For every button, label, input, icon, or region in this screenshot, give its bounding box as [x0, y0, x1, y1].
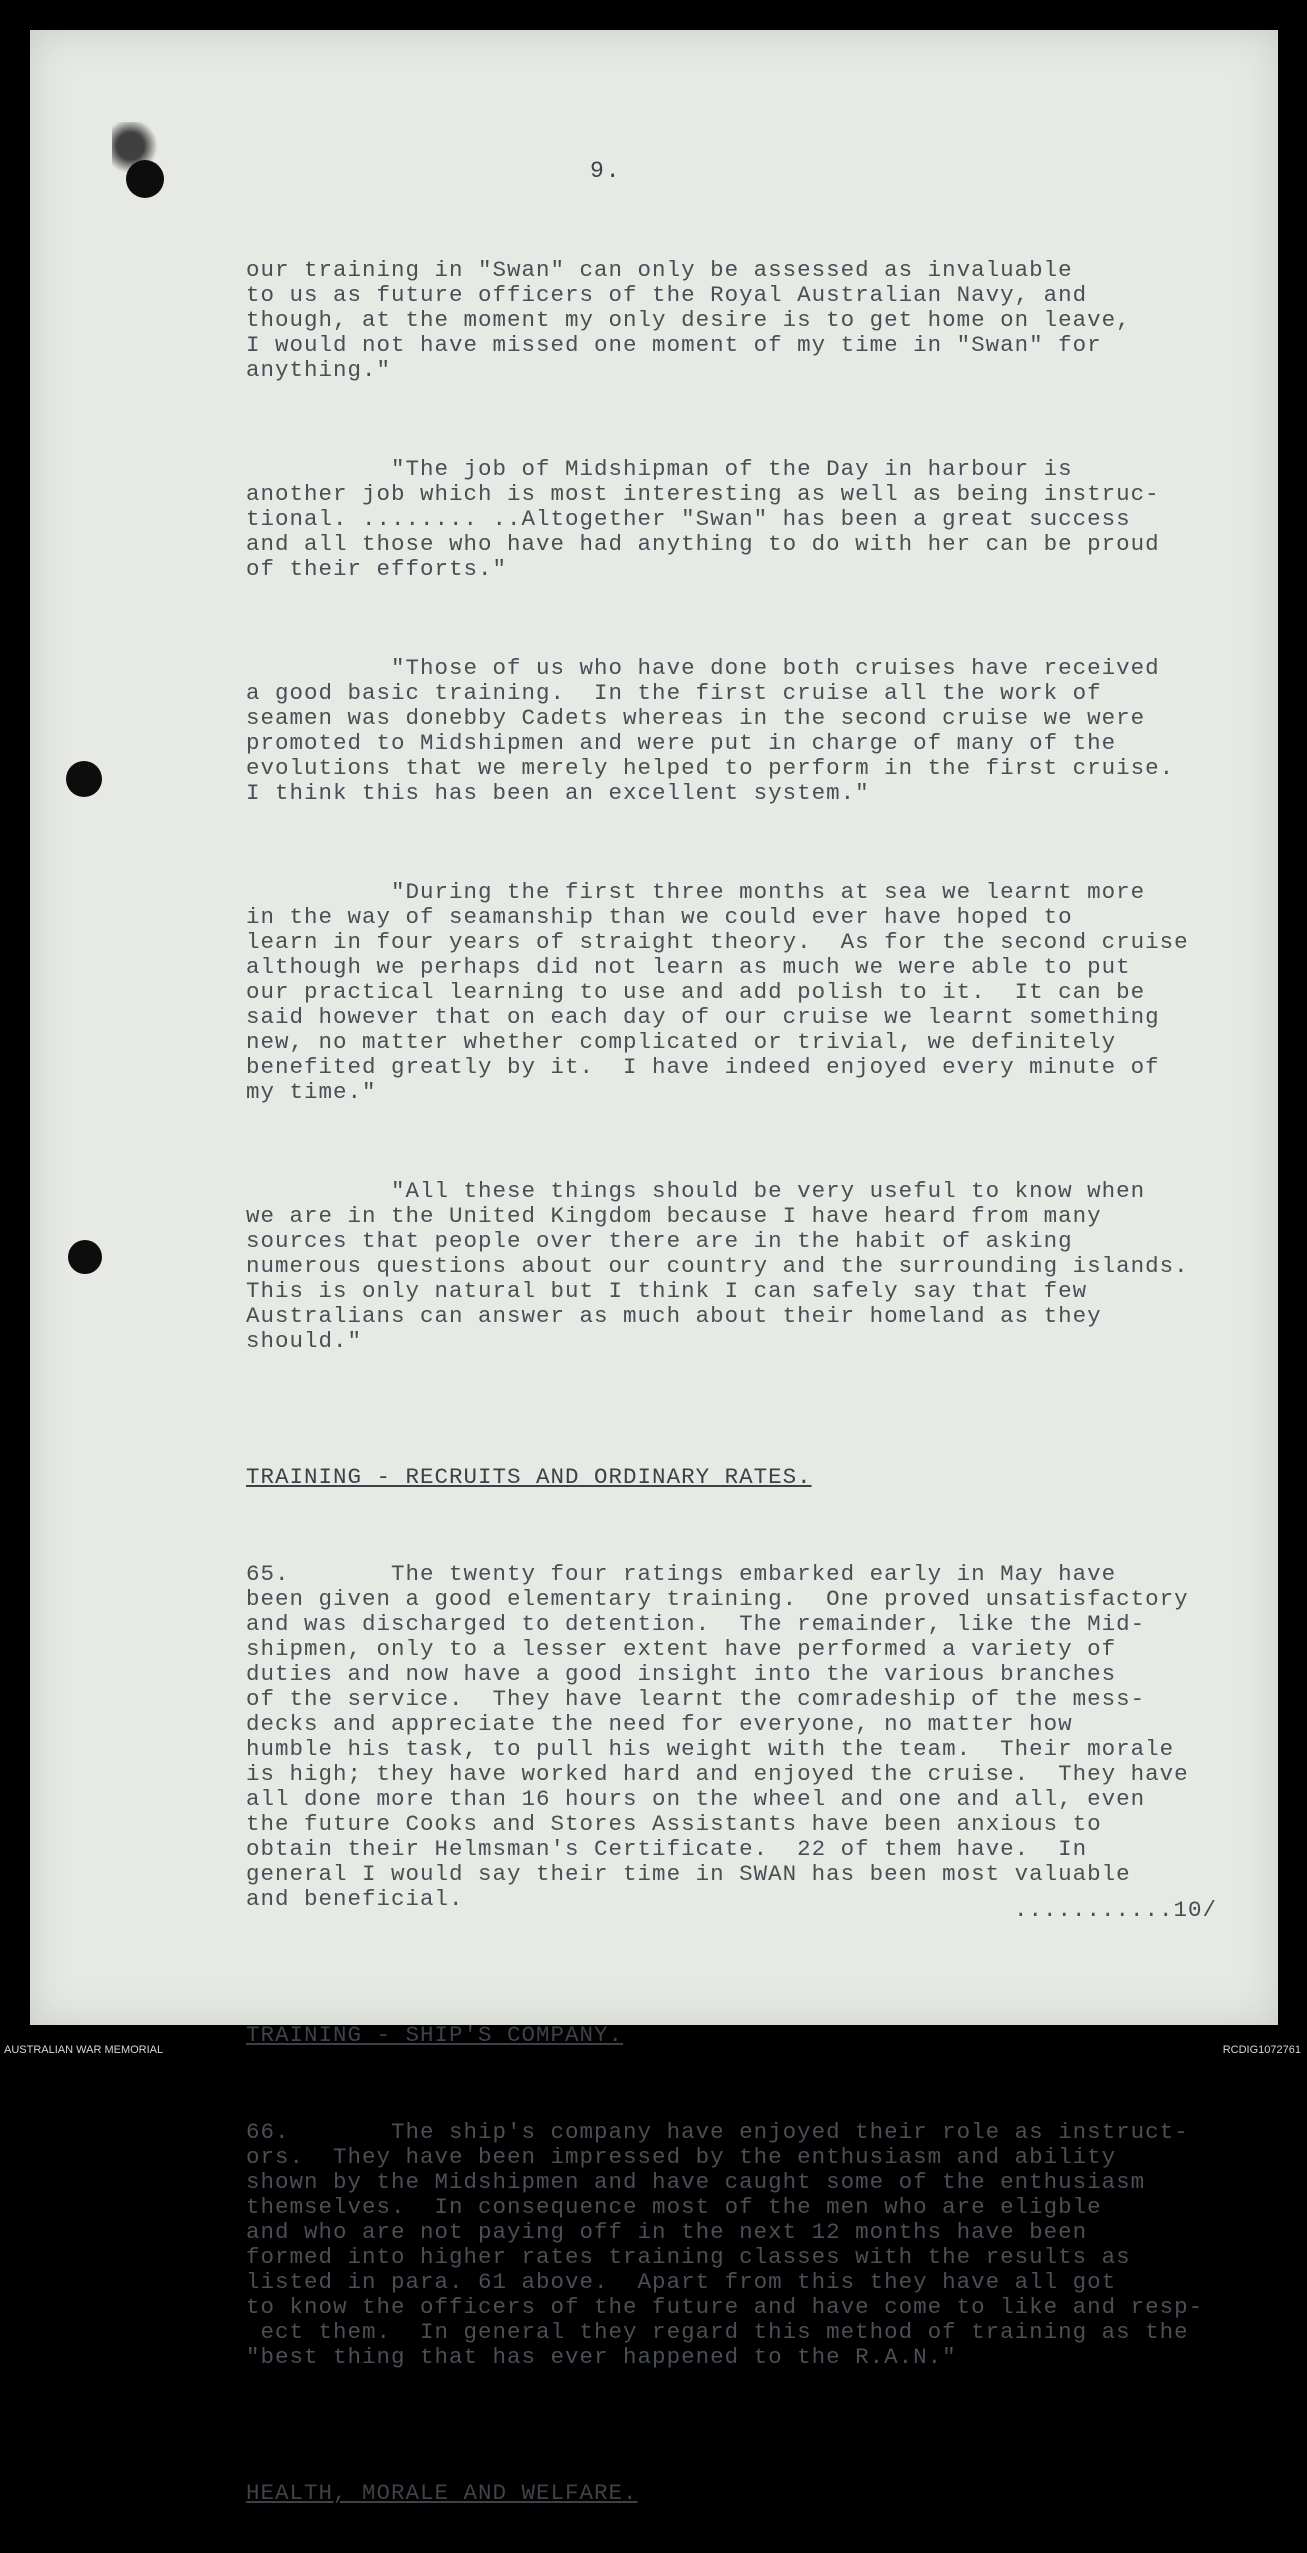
footer-archive-name: AUSTRALIAN WAR MEMORIAL	[4, 2044, 164, 2056]
page-number: 9.	[590, 158, 622, 184]
section-heading-health: HEALTH, MORALE AND WELFARE.	[246, 2480, 638, 2506]
punch-hole-middle	[66, 761, 102, 797]
section-heading-recruits: TRAINING - RECRUITS AND ORDINARY RATES.	[246, 1464, 812, 1490]
punch-hole-top	[126, 160, 164, 198]
section-heading-ships-company: TRAINING - SHIP'S COMPANY.	[246, 2022, 624, 2048]
quote-paragraph: "The job of Midshipman of the Day in harbour is another job which is most interesting as well as being instruc- tional. ........ ..Altogether "Swan" has been a great success and all those who have had anything to do with her can be proud of their efforts."	[246, 456, 1160, 582]
quote-paragraph: "During the first three months at sea we learnt more in the way of seamanship than we could ever have hoped to learn in four years of straight theory. As for the second cruise although we perhaps did not learn as much we were able to put our practical learning to use and add polish to it. It can be said however that on each day of our cruise we learnt something new, no matter whether complicated or trivial, we definitely benefited greatly by it. I have indeed enjoyed every minute of my time."	[246, 879, 1189, 1105]
section-paragraph-66: 66. The ship's company have enjoyed their role as instruct- ors. They have been impressed by the enthusiasm and ability shown by the Midshipmen and have caught some of the enthusiasm themselves. In consequence most of the men who are eligble and who are not paying off in the next 12 months have been formed into higher rates training classes with the results as listed in para. 61 above. Apart from this they have all got to know the officers of the future and have come to like and resp- ect them. In general they regard this method of training as the "best thing that has ever happened to the R.A.N."	[246, 2119, 1204, 2370]
quote-paragraph: our training in "Swan" can only be assessed as invaluable to us as future officers of the Royal Australian Navy, and though, at the moment my only desire is to get home on leave, I would not have missed one moment of my time in "Swan" for anything."	[246, 257, 1131, 383]
quote-paragraph: "All these things should be very useful to know when we are in the United Kingdom because I have heard from many sources that people over there are in the habit of asking numerous questions about our country and the surrounding islands. This is only natural but I think I can safely say that few Australians can answer as much about their homeland as they should."	[246, 1178, 1189, 1354]
continuation-marker: ...........10/	[1013, 1897, 1217, 1923]
punch-hole-lower	[68, 1240, 102, 1274]
section-paragraph-65: 65. The twenty four ratings embarked early in May have been given a good elementary training. One proved unsatisfactory and was discharged to detention. The remainder, like the Mid- shipmen, only to a lesser extent have performed a variety of duties and now have a good insight into the various branches of the service. They have learnt the comradeship of the mess- decks and appreciate the need for everyone, no matter how humble his task, to pull his weight with the team. Their morale is high; they have worked hard and enjoyed the cruise. They have all done more than 16 hours on the wheel and one and all, even the future Cooks and Stores Assistants have been anxious to obtain their Helmsman's Certificate. 22 of them have. In general I would say their time in SWAN has been most valuable and beneficial.	[246, 1561, 1189, 1912]
quote-paragraph: "Those of us who have done both cruises have received a good basic training. In the first cruise all the work of seamen was donebby Cadets whereas in the second cruise we were promoted to Midshipmen and were put in charge of many of the evolutions that we merely helped to perform in the first cruise. I think this has been an excellent system."	[246, 655, 1175, 806]
footer-record-id: RCDIG1072761	[1222, 2044, 1301, 2056]
document-body	[246, 208, 1236, 2553]
